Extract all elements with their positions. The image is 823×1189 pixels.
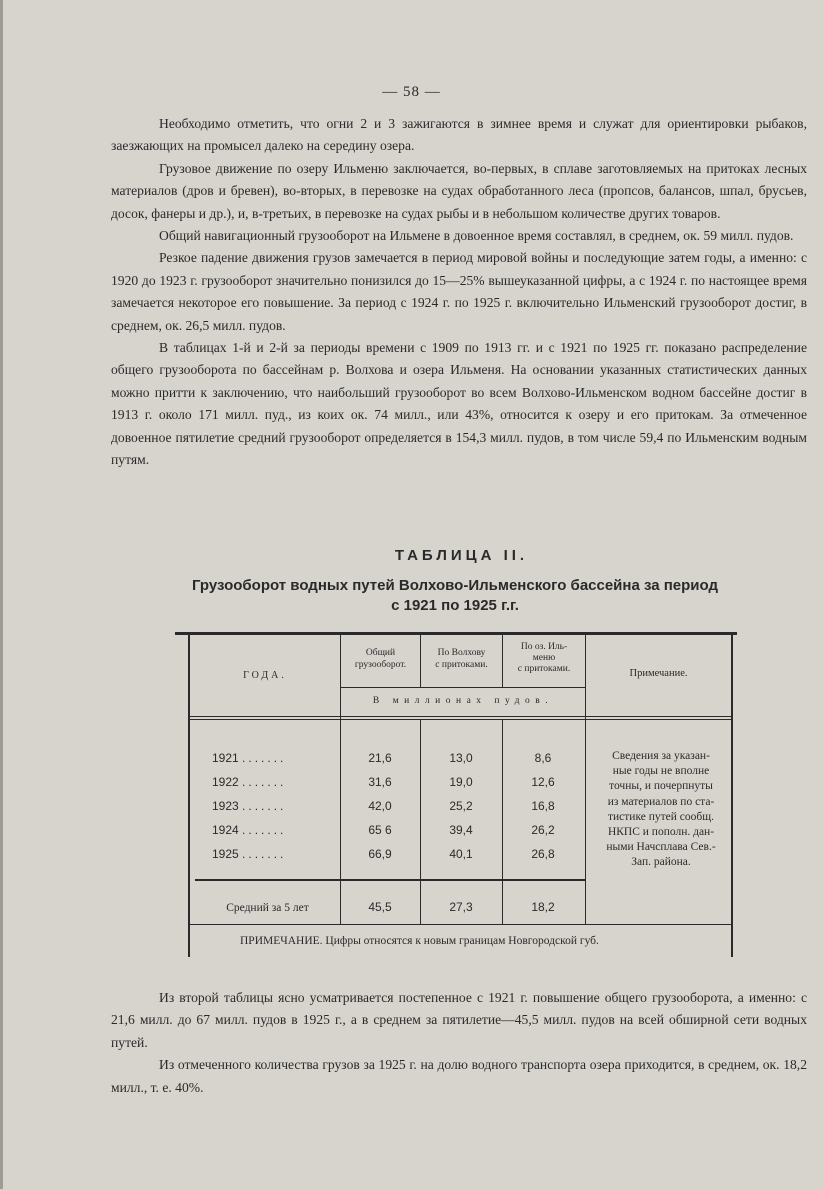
body-text-top (111, 113, 807, 472)
units-label: В миллионах пудов. (372, 696, 554, 706)
year-label: 1922 (212, 775, 239, 789)
year-label: 1925 (212, 847, 239, 861)
header-note: Примечание. (629, 668, 688, 679)
header-text: По оз. Иль- (520, 642, 568, 652)
note-line: НКПС и пополн. дан- (607, 826, 715, 839)
cell-total: 66,9 (368, 847, 392, 861)
dot-leader: ....... (242, 823, 287, 837)
cell-volkhov: 25,2 (449, 799, 473, 813)
year-label: 1923 (212, 799, 239, 813)
dot-leader: ....... (242, 775, 287, 789)
table-subtitle-line: с 1921 по 1925 г.г. (391, 597, 519, 614)
note-line: Сведения за указан- (612, 750, 710, 762)
note-line: точны, и почерпнуты (609, 780, 713, 793)
cell-volkhov: 27,3 (449, 900, 473, 914)
scan-edge (0, 0, 3, 1189)
body-text-bottom (111, 987, 807, 1099)
average-label: Средний за 5 лет (226, 902, 309, 914)
row-year (212, 799, 286, 813)
header-text: меню (532, 653, 556, 663)
header-text: грузооборот. (354, 660, 407, 670)
cell-volkhov: 40,1 (449, 847, 473, 861)
header-year: ГОДА. (243, 670, 287, 681)
header-text: Общий (365, 648, 396, 658)
table-header-rule (188, 716, 733, 717)
note-line: ными Начсплава Сев.- (606, 841, 716, 854)
cell-total: 21,6 (368, 751, 392, 765)
header-ilmen (503, 642, 585, 675)
year-label: 1921 (212, 751, 239, 765)
paragraph: Из второй таблицы ясно усматривается постепенное с 1921 г. повышение общего грузооборота, а именно: с 21,6 милл. до 67 милл. пудов в 1925 г., а в среднем за пятилетие—45,5 милл. пудов на всей обширной сети водных путей. (111, 990, 807, 1050)
header-text: По Волхову (437, 648, 486, 658)
cell-total: 42,0 (368, 799, 392, 813)
table-top-rule (175, 632, 737, 635)
dot-leader: ....... (242, 751, 287, 765)
note-line: из материалов по ста- (607, 795, 715, 808)
header-volkhov (421, 647, 502, 671)
cell-total: 31,6 (368, 775, 392, 789)
cell-volkhov: 39,4 (449, 823, 473, 837)
cell-volkhov: 19,0 (449, 775, 473, 789)
table-left-border (188, 635, 190, 957)
cell-ilmen: 12,6 (531, 775, 555, 789)
table-caption: ТАБЛИЦА II. (394, 547, 529, 564)
table-header-rule-2 (188, 719, 733, 720)
paragraph: В таблицах 1-й и 2-й за периоды времени с 1909 по 1913 гг. и с 1921 по 1925 гг. показано распределение общего грузооборота по бассейнам р. Волхова и озера Ильменя. На основании указанных статистических данных можно притти к заключению, что наибольший грузооборот во всем Волхово-Ильменском водном бассейне достиг в 1913 г. около 171 милл. пуд., из коих ок. 74 милл., или 43%, относится к озеру и его притокам. За отмеченное довоенное пятилетие средний грузооборот определяется в 154,3 милл. пудов, в том числе 59,4 по Ильменским водным путям. (111, 340, 807, 468)
row-year (212, 751, 286, 765)
paragraph: Общий навигационный грузооборот на Ильмене в довоенное время составлял, в среднем, ок. 59 милл. пудов. (159, 228, 794, 244)
cell-total: 45,5 (368, 900, 392, 914)
header-total (341, 647, 420, 671)
row-year (212, 823, 286, 837)
table-note (591, 749, 731, 871)
cell-ilmen: 16,8 (531, 799, 555, 813)
cell-ilmen: 26,8 (531, 847, 555, 861)
note-line: ные годы не вполне (612, 765, 710, 778)
note-line: Зап. района. (631, 856, 691, 869)
cell-ilmen: 8,6 (534, 751, 552, 765)
col-divider (420, 719, 421, 924)
cell-ilmen: 18,2 (531, 900, 555, 914)
table-bottom-rule (188, 924, 733, 925)
dot-leader: ....... (242, 799, 287, 813)
cell-total: 65 6 (368, 823, 392, 837)
cell-volkhov: 13,0 (449, 751, 473, 765)
paragraph: Из отмеченного количества грузов за 1925 г. на долю водного транспорта озера приходится, в среднем, ок. 18,2 милл., т. е. 40%. (111, 1057, 807, 1095)
table-right-border (731, 635, 733, 957)
paragraph: Резкое падение движения грузов замечается в период мировой войны и последующие затем годы, а именно: с 1920 до 1923 г. грузооборот значительно понизился до 15—25% вышеуказанной цифры, а с 1924 г. по настоящее время замечается некоторое его повышение. За период с 1924 г. по 1925 г. включительно Ильменский грузооборот достиг, в среднем, ок. 26,5 милл. пудов. (111, 250, 807, 333)
col-divider (502, 719, 503, 924)
table-subtitle (170, 576, 740, 616)
note-line: тистике путей сообщ. (608, 810, 714, 823)
row-year (212, 847, 286, 861)
table-subtitle-line: Грузооборот водных путей Волхово-Ильменского бассейна за период (191, 577, 719, 594)
header-text: с притоками. (435, 660, 488, 670)
header-text: с притоками. (517, 664, 571, 674)
paragraph: Грузовое движение по озеру Ильменю заключается, во-первых, в сплаве заготовляемых на притоках лесных материалов (дров и бревен), во-вторых, в перевозке на судах обработанного леса (пропсов, балансов, шпал, брусьев, досок, фанеры и др.), и, в-третьих, в перевозке на судах рыбы и в небольшом количестве других товаров. (111, 160, 807, 221)
units-rule (340, 687, 585, 688)
page-number: — 58 — (382, 84, 441, 100)
paragraph: Необходимо отметить, что огни 2 и 3 зажигаются в зимнее время и служат для ориентировки рыбаков, заезжающих на промысел далеко на середину озера. (111, 116, 807, 154)
cell-ilmen: 26,2 (531, 823, 555, 837)
sum-rule (195, 879, 586, 881)
year-label: 1924 (212, 823, 239, 837)
row-year (212, 775, 286, 789)
dot-leader: ....... (242, 847, 287, 861)
table-footnote: ПРИМЕЧАНИЕ. Цифры относятся к новым границам Новгородской губ. (240, 935, 599, 947)
